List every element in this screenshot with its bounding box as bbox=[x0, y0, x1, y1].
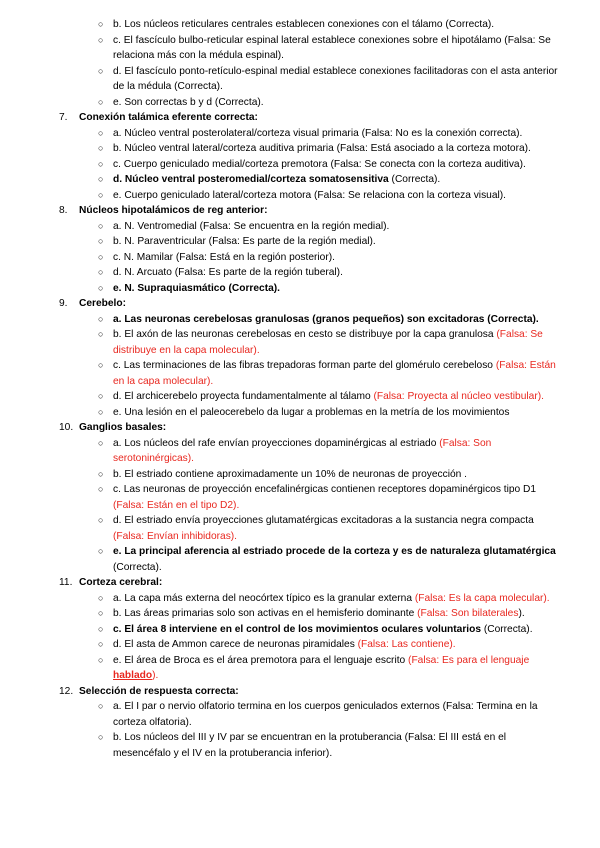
option-item bbox=[0, 544, 600, 575]
bullet-icon: ○ bbox=[98, 623, 104, 634]
question-number: 8. bbox=[59, 205, 68, 216]
option-text: (Correcta). bbox=[481, 623, 533, 635]
option-text: b. Núcleo ventral lateral/corteza auditiva primaria (Falsa: Está asociado a la corteza motora). bbox=[113, 143, 531, 154]
question-heading bbox=[0, 203, 600, 219]
option-item bbox=[0, 327, 600, 358]
bullet-icon: ○ bbox=[98, 329, 104, 339]
option-text: d. Núcleo ventral posteromedial/corteza somatosensitiva bbox=[113, 174, 389, 185]
option-text: b. El estriado contiene aproximadamente un 10% de neuronas de proyección . bbox=[113, 468, 467, 480]
option-text: c. El área 8 interviene en el control de los movimientos oculares voluntarios bbox=[113, 623, 482, 635]
option-item bbox=[0, 436, 600, 467]
option-text: c. Las neuronas de proyección encefalinérgicas contienen receptores dopaminérgicos tipo D1 bbox=[113, 484, 537, 495]
bullet-icon: ○ bbox=[98, 608, 104, 618]
option-item bbox=[0, 730, 600, 761]
question-heading bbox=[0, 684, 600, 700]
bullet-icon: ○ bbox=[98, 406, 104, 417]
option-text: e. Cuerpo geniculado lateral/corteza motora (Falsa: Se relaciona con la corteza visual). bbox=[113, 189, 506, 201]
bullet-icon: ○ bbox=[98, 143, 104, 153]
question-title: Conexión talámica eferente correcta: bbox=[79, 112, 258, 123]
question-heading bbox=[0, 575, 600, 591]
bullet-icon: ○ bbox=[98, 360, 104, 370]
option-text: c. N. Mamilar (Falsa: Está en la región posterior). bbox=[113, 251, 335, 263]
bullet-icon: ○ bbox=[98, 701, 104, 711]
option-item bbox=[0, 250, 600, 266]
option-text: b. N. Paraventricular (Falsa: Es parte de la región medial). bbox=[113, 236, 376, 247]
bullet-icon: ○ bbox=[98, 592, 104, 603]
bullet-icon: ○ bbox=[98, 158, 104, 169]
option-text: a. La capa más externa del neocórtex típico es la granular externa bbox=[113, 592, 415, 604]
bullet-icon: ○ bbox=[98, 174, 104, 184]
option-item bbox=[0, 467, 600, 483]
bullet-icon: ○ bbox=[98, 19, 104, 29]
option-item bbox=[0, 699, 600, 730]
option-text: d. El estriado envía proyecciones glutamatérgicas excitadoras a la sustancia negra compacta bbox=[113, 515, 534, 526]
option-text: (Falsa: Son bilaterales bbox=[417, 608, 519, 619]
option-text: (Falsa: Se distribuye en la capa molecular). bbox=[113, 329, 543, 356]
option-item bbox=[0, 606, 600, 622]
question-number: 11. bbox=[59, 577, 73, 588]
option-text: hablado bbox=[113, 670, 153, 681]
option-text: d. El archicerebelo proyecta fundamentalmente al tálamo bbox=[113, 391, 374, 402]
option-text: c. Las terminaciones de las fibras trepadoras forman parte del glomérulo cerebeloso bbox=[113, 360, 496, 371]
option-text: a. N. Ventromedial (Falsa: Se encuentra en la región medial). bbox=[113, 220, 390, 232]
bullet-icon: ○ bbox=[98, 654, 104, 665]
option-text: (Falsa: Envían inhibidoras). bbox=[113, 530, 238, 542]
option-text: e. Son correctas b y d (Correcta). bbox=[113, 96, 264, 108]
option-text: b. Los núcleos del III y IV par se encuentran en la protuberancia (Falsa: El III está en el mesencéfalo y el IV en la protuberancia inferior). bbox=[113, 732, 507, 759]
option-text: e. La principal aferencia al estriado procede de la corteza y es de naturaleza glutamatérgica bbox=[113, 546, 556, 557]
option-text: a. Las neuronas cerebelosas granulosas (granos pequeños) son excitadoras (Correcta). bbox=[113, 313, 539, 325]
option-text: b. El axón de las neuronas cerebelosas en cesto se distribuye por la capa granulosa bbox=[113, 329, 497, 340]
option-text: (Falsa: Están en la capa molecular). bbox=[113, 360, 556, 387]
bullet-icon: ○ bbox=[98, 484, 104, 494]
option-text: (Falsa: Es la capa molecular). bbox=[414, 592, 550, 604]
option-item bbox=[0, 33, 600, 64]
question-number: 10. bbox=[59, 422, 74, 433]
bullet-icon: ○ bbox=[98, 251, 104, 262]
option-text: b. Los núcleos reticulares centrales establecen conexiones con el tálamo (Correcta). bbox=[113, 19, 495, 30]
option-text: e. Una lesión en el paleocerebelo da lugar a problemas en la metría de los movimientos bbox=[113, 406, 510, 418]
option-item bbox=[0, 513, 600, 544]
option-item bbox=[0, 622, 600, 638]
question-title: Corteza cerebral: bbox=[79, 577, 163, 588]
option-text: ). bbox=[518, 608, 525, 619]
option-item bbox=[0, 95, 600, 111]
option-item bbox=[0, 482, 600, 513]
bullet-icon: ○ bbox=[98, 267, 104, 277]
question-number: 12. bbox=[59, 685, 74, 697]
bullet-icon: ○ bbox=[98, 65, 104, 76]
question-title: Cerebelo: bbox=[79, 298, 126, 309]
question-title: Selección de respuesta correcta: bbox=[79, 685, 239, 697]
option-text: e. N. Supraquiasmático (Correcta). bbox=[113, 282, 281, 294]
option-text: c. Cuerpo geniculado medial/corteza premotora (Falsa: Se conecta con la corteza auditiva). bbox=[113, 158, 526, 170]
question-title: Núcleos hipotalámicos de reg anterior: bbox=[79, 205, 268, 216]
option-item bbox=[0, 281, 600, 297]
question-title: Ganglios basales: bbox=[79, 422, 167, 433]
bullet-icon: ○ bbox=[98, 468, 104, 479]
option-text: (Falsa: Proyecta al núcleo vestibular). bbox=[373, 391, 544, 402]
option-item bbox=[0, 265, 600, 281]
document-page bbox=[0, 17, 600, 761]
bullet-icon: ○ bbox=[98, 639, 104, 649]
question-heading bbox=[0, 296, 600, 312]
option-item bbox=[0, 653, 600, 684]
option-text: e. El área de Broca es el área premotora para el lenguaje escrito bbox=[113, 654, 409, 666]
option-text: b. Las áreas primarias solo son activas en el hemisferio dominante bbox=[113, 608, 418, 619]
option-item bbox=[0, 637, 600, 653]
bullet-icon: ○ bbox=[98, 282, 104, 293]
option-item bbox=[0, 172, 600, 188]
question-heading bbox=[0, 110, 600, 126]
option-text: (Correcta). bbox=[388, 174, 441, 185]
question-number: 9. bbox=[59, 298, 68, 309]
option-text: a. Núcleo ventral posterolateral/corteza visual primaria (Falsa: No es la conexión correcta). bbox=[113, 127, 523, 139]
option-text: ). bbox=[152, 670, 159, 681]
option-text: d. El asta de Ammon carece de neuronas piramidales bbox=[113, 639, 358, 650]
bullet-icon: ○ bbox=[98, 515, 104, 525]
option-text: a. Los núcleos del rafe envían proyecciones dopaminérgicas al estriado bbox=[113, 437, 440, 449]
option-text: c. El fascículo bulbo-reticular espinal lateral establece conexiones sobre el hipotálamo (Falsa: Se relaciona más con la médula espinal). bbox=[113, 34, 551, 61]
option-text: d. El fascículo ponto-retículo-espinal medial establece conexiones facilitadoras con el asta anterior de la médula (Correcta). bbox=[113, 65, 558, 92]
bullet-icon: ○ bbox=[98, 220, 104, 231]
bullet-icon: ○ bbox=[98, 34, 104, 45]
option-item bbox=[0, 126, 600, 142]
bullet-icon: ○ bbox=[98, 313, 104, 324]
bullet-icon: ○ bbox=[98, 732, 104, 742]
bullet-icon: ○ bbox=[98, 236, 104, 246]
option-item bbox=[0, 17, 600, 33]
option-item bbox=[0, 234, 600, 250]
option-item bbox=[0, 157, 600, 173]
option-text: (Falsa: Es para el lenguaje bbox=[408, 654, 530, 666]
question-number: 7. bbox=[59, 112, 68, 123]
option-item bbox=[0, 64, 600, 95]
question-heading bbox=[0, 420, 600, 436]
option-text: (Correcta). bbox=[113, 561, 162, 573]
bullet-icon: ○ bbox=[98, 96, 104, 107]
option-item bbox=[0, 312, 600, 328]
option-text: (Falsa: Las contiene). bbox=[357, 639, 456, 650]
option-text: (Falsa: Son serotoninérgicas). bbox=[113, 437, 492, 464]
option-item bbox=[0, 405, 600, 421]
option-item bbox=[0, 219, 600, 235]
option-item bbox=[0, 141, 600, 157]
option-item bbox=[0, 358, 600, 389]
option-text: a. El I par o nervio olfatorio termina en los cuerpos geniculados externos (Falsa: Termina en la corteza olfatoria). bbox=[113, 701, 538, 728]
bullet-icon: ○ bbox=[98, 127, 104, 138]
option-item bbox=[0, 188, 600, 204]
bullet-icon: ○ bbox=[98, 437, 104, 448]
option-text: d. N. Arcuato (Falsa: Es parte de la región tuberal). bbox=[113, 267, 343, 278]
bullet-icon: ○ bbox=[98, 189, 104, 200]
option-text: (Falsa: Están en el tipo D2). bbox=[113, 499, 240, 511]
bullet-icon: ○ bbox=[98, 546, 104, 556]
option-item bbox=[0, 591, 600, 607]
option-item bbox=[0, 389, 600, 405]
bullet-icon: ○ bbox=[98, 391, 104, 401]
